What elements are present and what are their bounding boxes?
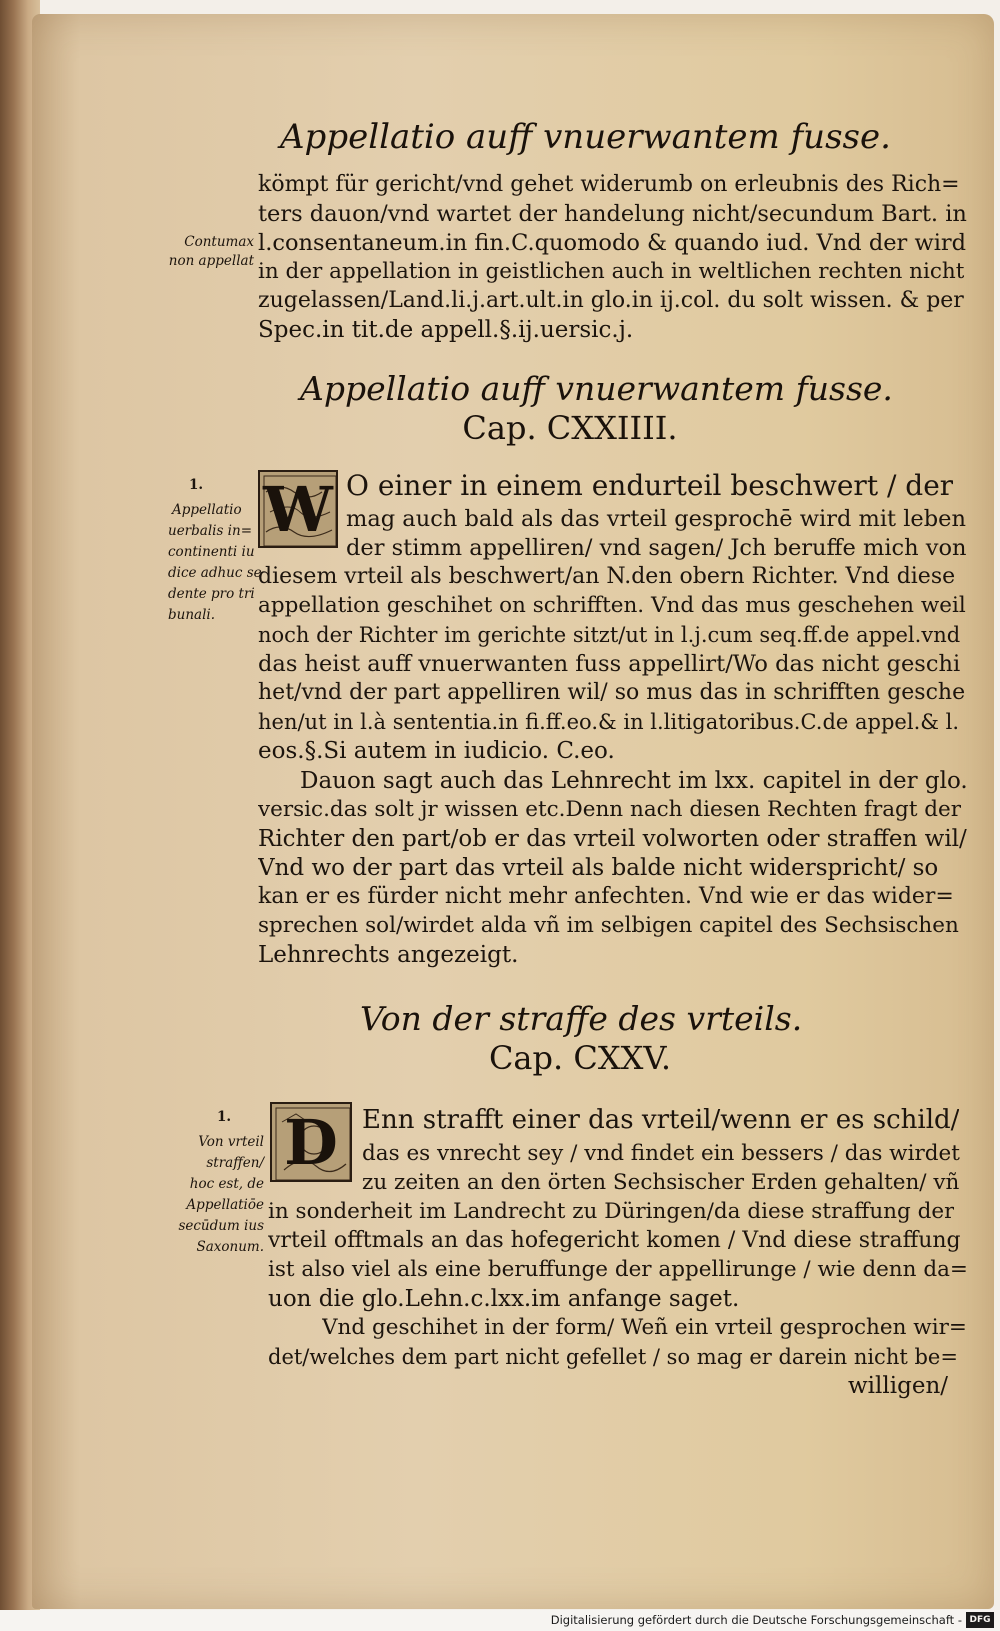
text-line: kan er es fürder nicht mehr anfechten. Vnd wie er das wider= (258, 884, 954, 909)
text-line: zu zeiten an den örten Sechsischer Erden gehalten/ vñ (362, 1170, 960, 1195)
digitization-footer (0, 1610, 1000, 1631)
text-line: sprechen sol/wirdet alda vñ im selbigen capitel des Sechsischen (258, 913, 959, 938)
margin-note-number: 1. (188, 477, 204, 493)
text-line: mag auch bald als das vrteil gesprochē wird mit leben (346, 506, 966, 532)
margin-note-line: Appellatio (172, 502, 242, 518)
text-line: Enn strafft einer das vrteil/wenn er es schild/ (362, 1105, 960, 1135)
margin-note-line: Contumax (184, 234, 254, 250)
text-line: Spec.in tit.de appell.§.ij.uersic.j. (258, 317, 634, 343)
margin-note-von-vrteil-straffen (160, 1132, 264, 1258)
margin-note-line: bunali. (168, 607, 216, 623)
margin-note-number: 1. (216, 1109, 232, 1125)
initial-letter: D (284, 1105, 338, 1179)
text-line: Lehnrechts angezeigt. (258, 942, 519, 968)
footer-credit: Digitalisierung gefördert durch die Deutsche Forschungsgemeinschaft - (550, 1613, 962, 1627)
text-line: Richter den part/ob er das vrteil volworten oder straffen wil/ (258, 826, 967, 852)
chapter-125-title: Von der straffe des vrteils. (360, 999, 803, 1038)
text-line: appellation geschihet on schrifften. Vnd das mus geschehen weil (258, 593, 966, 618)
text-line: het/vnd der part appelliren wil/ so mus das in schrifften gesche (258, 680, 966, 705)
text-line: versic.das solt jr wissen etc.Denn nach diesen Rechten fragt der (258, 797, 962, 822)
margin-note-appellatio-verbalis (150, 500, 262, 626)
text-line: det/welches dem part nicht gefellet / so mag er darein nicht be= (268, 1345, 958, 1369)
text-line: eos.§.Si autem in iudicio. C.eo. (258, 738, 615, 764)
text-line: in der appellation in geistlichen auch in weltlichen rechten nicht (258, 259, 965, 284)
text-line: das es vnrecht sey / vnd findet ein bessers / das wirdet (362, 1141, 960, 1166)
margin-note-line: dente pro tri (168, 586, 255, 602)
text-line: l.consentaneum.in fin.C.quomodo & quando iud. Vnd der wird (258, 230, 967, 256)
text-line: ters dauon/vnd wartet der handelung nicht/secundum Bart. in (258, 201, 967, 227)
margin-note-line: Saxonum. (196, 1239, 264, 1255)
text-line: Vnd geschihet in der form/ Weñ ein vrteil gesprochen wir= (322, 1315, 967, 1340)
text-line: kömpt für gericht/vnd gehet widerumb on erleubnis des Rich= (258, 172, 960, 197)
text-line: Dauon sagt auch das Lehnrecht im lxx. capitel in der glo. (300, 768, 968, 794)
margin-note-line: uerbalis in= (168, 523, 253, 539)
text-line: Vnd wo der part das vrteil als balde nicht widerspricht/ so (258, 855, 939, 881)
decorated-initial-d (270, 1102, 352, 1182)
chapter-125-number: Cap. CXXV. (488, 1039, 672, 1077)
margin-note-line: dice adhuc se (168, 565, 262, 581)
text-line: diesem vrteil als beschwert/an N.den obern Richter. Vnd diese (258, 564, 956, 589)
chapter-124-title: Appellatio auff vnuerwantem fusse. (300, 369, 893, 408)
text-line: ist also viel als eine beruffunge der appellirunge / wie denn da= (268, 1257, 968, 1282)
text-line: uon die glo.Lehn.c.lxx.im anfange saget. (268, 1286, 740, 1312)
margin-note-line: straffen/ (206, 1155, 264, 1171)
text-line: vrteil offtmals an das hofegericht komen / Vnd diese straffung (268, 1228, 961, 1253)
text-line: das heist auff vnuerwanten fuss appellirt/Wo das nicht geschi (258, 651, 961, 677)
margin-note-line: Von vrteil (198, 1134, 264, 1150)
text-line: noch der Richter im gerichte sitzt/ut in l.j.cum seq.ff.de appel.vnd (258, 623, 961, 647)
margin-note-line: Appellatiōe (186, 1197, 264, 1213)
text-line: der stimm appelliren/ vnd sagen/ Jch beruffe mich von (346, 535, 967, 561)
text-line: in sonderheit im Landrecht zu Düringen/da diese straffung der (268, 1199, 955, 1224)
initial-letter: W (263, 472, 333, 546)
margin-note-line: secūdum ius (178, 1218, 264, 1234)
dfg-logo: DFG (966, 1612, 994, 1628)
margin-note-line: hoc est, de (189, 1176, 264, 1192)
margin-note-line: non appellat (168, 253, 254, 269)
running-head: Appellatio auff vnuerwantem fusse. (280, 117, 891, 157)
text-line: O einer in einem endurteil beschwert / der (346, 470, 954, 502)
decorated-initial-w (258, 470, 338, 548)
text-line: willigen/ (848, 1373, 949, 1399)
chapter-124-number: Cap. CXXIIII. (462, 409, 678, 447)
text-line: hen/ut in l.à sententia.in fi.ff.eo.& in l.litigatoribus.C.de appel.& l. (258, 710, 959, 734)
text-line: zugelassen/Land.li.j.art.ult.in glo.in ij.col. du solt wissen. & per (258, 288, 964, 313)
margin-note-line: continenti iu (168, 544, 255, 560)
margin-note-contumax (150, 233, 254, 271)
